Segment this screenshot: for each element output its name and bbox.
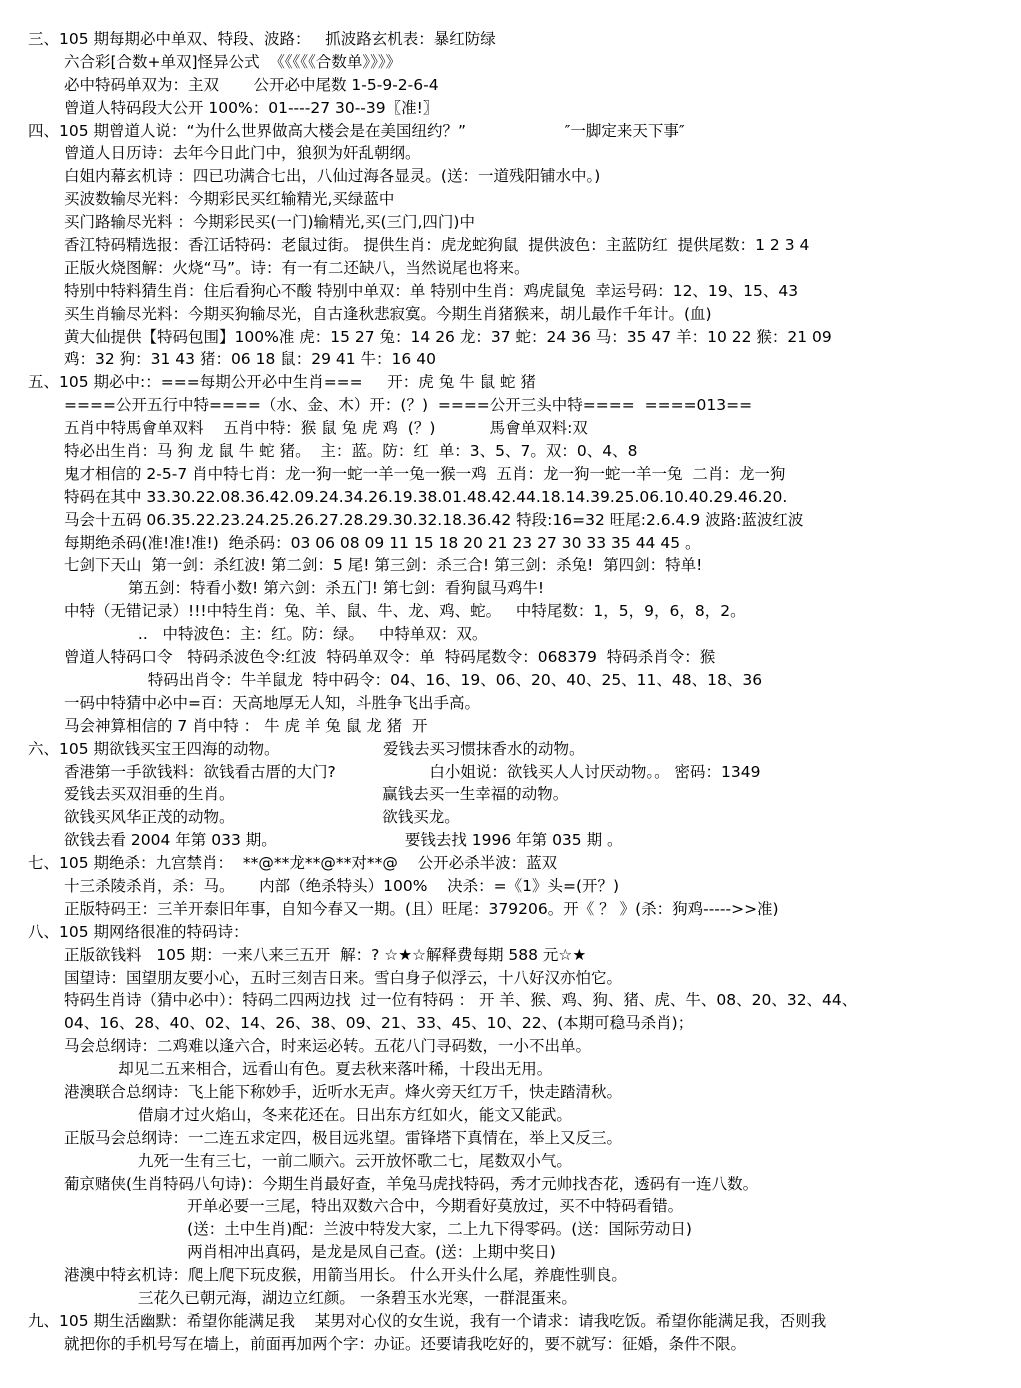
text-line: 马会神算相信的 7 肖中特 ： 牛 虎 羊 兔 鼠 龙 猪 开 — [64, 716, 428, 735]
text-line: 欲钱去看 2004 年第 033 期。 要钱去找 1996 年第 035 期 。 — [64, 831, 623, 850]
text-line: 特码生肖诗（猜中必中）：特码二四两边找 过一位有特码 ： 开 羊、猴、鸡、狗、猪、虎、牛、08、20、32、44、 — [64, 991, 858, 1010]
text-line: 必中特码单双为：主双 公开必中尾数 1-5-9-2-6-4 — [64, 75, 439, 94]
text-line: 两肖相冲出真码，是龙是凤自己查。(送：上期中奖日) — [64, 1243, 556, 1262]
section-heading-line: 四、105 期曾道人说：“为什么世界做高大楼会是在美国纽约？” ″一脚定来天下事″ — [28, 121, 685, 140]
text-line: 买波数输尽光料：今期彩民买红输精光,买绿蓝中 — [64, 190, 395, 209]
text-line: 却见二五来相合，远看山有色。夏去秋来落叶稀，十段出无用。 — [64, 1060, 553, 1079]
text-line: 就把你的手机号写在墙上，前面再加两个字：办证。还要请我吃好的，要不就写：征婚，条件不限。 — [64, 1334, 747, 1353]
text-line: 香江特码精选报：香江话特码：老鼠过街。 提供生肖：虎龙蛇狗鼠 提供波色：主蓝防红 提供尾数：1 2 3 4 — [64, 236, 810, 255]
text-line: 港澳联合总纲诗：飞上能下称妙手，近听水无声。烽火旁天红万千，快走踏清秋。 — [64, 1082, 623, 1101]
text-line: 爱钱去买双泪垂的生肖。 赢钱去买一生幸福的动物。 — [64, 785, 569, 804]
text-line: 开单必要一三尾，特出双数六合中，今期看好莫放过，买不中特码看错。 — [64, 1197, 684, 1216]
section-heading-line: 八、105 期网络很准的特码诗： — [28, 922, 249, 941]
text-line: 正版火烧图解：火烧“马”。诗：有一有二还缺八，当然说尾也将来。 — [64, 258, 530, 277]
section-heading-line: 五、105 期必中:：===每期公开必中生肖=== 开：虎 兔 牛 鼠 蛇 猪 — [28, 373, 536, 392]
text-line: 马会总纲诗：二鸡难以逢六合，时来运必转。五花八门寻码数，一小不出单。 — [64, 1037, 592, 1056]
text-line: 曾道人特码段大公开 100%：01----27 30--39〖准!〗 — [64, 98, 439, 117]
text-line: 正版欲钱料 105 期：一来八来三五开 解：? ☆★☆解释费每期 588 元☆★ — [64, 945, 587, 964]
text-line: 第五剑：特看小数! 第六剑：杀五门! 第七剑：看狗鼠马鸡牛! — [64, 579, 545, 598]
text-line: 特码在其中 33.30.22.08.36.42.09.24.34.26.19.38.01.48.42.44.18.14.39.25.06.10.40.29.46.20. — [64, 487, 788, 506]
text-line: 白姐内幕玄机诗 ：四已功满合七出，八仙过海各显灵。(送：一道残阳铺水中。) — [64, 167, 601, 186]
text-line: 一码中特猜中必中=百：天高地厚无人知，斗胜争飞出手高。 — [64, 693, 480, 712]
text-line: 香港第一手欲钱料：欲钱看古厝的大门? 白小姐说：欲钱买人人讨厌动物。。 密码：1349 — [64, 762, 761, 781]
section-heading-line: 七、105 期绝杀：九宫禁肖： **@**龙**@**对**@ 公开必杀半波：蓝双 — [28, 854, 558, 873]
text-line: 五肖中特馬會单双料 五肖中特：猴 鼠 兔 虎 鸡 (？) 馬會单双料:双 — [64, 419, 588, 438]
text-line: 买门路输尽光料 ：今期彩民买(一门)输精光,买(三门,四门)中 — [64, 213, 475, 232]
text-line: 特码出肖令：牛羊鼠龙 特中码令：04、16、19、06、20、40、25、11、48、18、36 — [64, 670, 763, 689]
text-line: 曾道人特码口令 特码杀波色令:红波 特码单双令：单 特码尾数令：068379 特码杀肖令：猴 — [64, 648, 716, 667]
text-line: 三花久已朝元海，湖边立红颜。 一条碧玉水光寒，一群混蛋来。 — [64, 1288, 577, 1307]
text-line: .. 中特波色：主：红。防：绿。 中特单双：双。 — [64, 625, 488, 644]
section-heading-line: 九、105 期生活幽默：希望你能满足我 某男对心仪的女生说，我有一个请求：请我吃饭。希望你能满足我，否则我 — [28, 1311, 827, 1330]
text-line: 六合彩[合数+单双]怪异公式 《《《《《合数单》》》》 — [64, 52, 402, 71]
text-line: 鸡：32 狗：31 43 猪：06 18 鼠：29 41 牛：16 40 — [64, 350, 436, 369]
text-line: 鬼才相信的 2-5-7 肖中特七肖：龙一狗一蛇一羊一兔一猴一鸡 五肖：龙一狗一蛇一羊一兔 二肖：龙一狗 — [64, 464, 786, 483]
text-line: 七剑下天山 第一剑：杀红波! 第二剑：5 尾! 第三剑：杀三合! 第三剑：杀兔! 第四剑：特单! — [64, 556, 703, 575]
text-line: 特别中特料猜生肖：住后看狗心不酸 特别中单双：单 特别中生肖：鸡虎鼠兔 幸运号码：12、19、15、43 — [64, 281, 799, 300]
text-line: 04、16、28、40、02、14、26、38、09、21、33、45、10、22、(本期可稳马杀肖)； — [64, 1014, 694, 1033]
text-line: 正版马会总纲诗：一二连五求定四，极目远兆望。雷锋塔下真情在，举上又反三。 — [64, 1128, 623, 1147]
text-line: 港澳中特玄机诗：爬上爬下玩皮猴，用箭当用长。 什么开头什么尾，养鹿性驯良。 — [64, 1266, 627, 1285]
text-line: 九死一生有三七，一前二顺六。云开放怀歌二七，尾数双小气。 — [64, 1151, 572, 1170]
text-line: 中特（无错记录）!!!中特生肖：兔、羊、鼠、牛、龙、鸡、蛇。 中特尾数：1，5，9，6，8，2。 — [64, 602, 746, 621]
section-heading-line: 六、105 期欲钱买宝王四海的动物。 爱钱去买习惯抹香水的动物。 — [28, 739, 585, 758]
text-line: 马会十五码 06.35.22.23.24.25.26.27.28.29.30.32.18.36.42 特段:16=32 旺尾:2.6.4.9 波路:蓝波红波 — [64, 510, 804, 529]
text-line: ====公开五行中特====（水、金、木）开：(？) ====公开三头中特==== ====013== — [64, 396, 753, 415]
text-line: 黄大仙提供【特码包围】100%准 虎：15 27 兔：14 26 龙：37 蛇：24 36 马：35 47 羊：10 22 猴：21 09 — [64, 327, 832, 346]
section-heading-line: 三、105 期每期必中单双、特段、波路： 抓波路玄机表：暴红防绿 — [28, 30, 496, 48]
text-line: 欲钱买风华正茂的动物。 欲钱买龙。 — [64, 808, 460, 827]
text-line: 葡京赌侠(生肖特码八句诗)：今期生肖最好查，羊兔马虎找特码，秀才元帅找杏花，透码有一连八数。 — [64, 1174, 759, 1193]
text-line: 十三杀陵杀肖，杀：马。 内部（绝杀特头）100% 决杀：=《1》头=(开？) — [64, 876, 620, 895]
text-line: 每期绝杀码(准!准!准!) 绝杀码：03 06 08 09 11 15 18 20 21 23 27 30 33 35 44 45 。 — [64, 533, 701, 552]
text-line: 特必出生肖：马 狗 龙 鼠 牛 蛇 猪。 主：蓝。防：红 单：3、5、7。双：0、4、8 — [64, 442, 638, 461]
text-line: 正版特码王：三羊开泰旧年事，自知今春又一期。(且）旺尾：379206。开《 ？ 》(杀：狗鸡----->>准) — [64, 899, 779, 918]
text-line: 借扇才过火焰山，冬来花还在。日出东方红如火，能文又能武。 — [64, 1105, 572, 1124]
text-line: 买生肖输尽光料：今期买狗输尽光，自古逢秋悲寂寞。今期生肖猪猴来，胡儿最作千年计。(血) — [64, 304, 712, 323]
text-line: (送：土中生肖)配：兰波中特发大家，二上九下得零码。(送：国际劳动日) — [64, 1220, 692, 1239]
text-line: 国望诗：国望朋友要小心，五时三刻吉日来。雪白身子似浮云，十八好汉亦怕它。 — [64, 968, 623, 987]
text-line: 曾道人日历诗：去年今日此门中，狼狈为奸乱朝纲。 — [64, 144, 421, 163]
